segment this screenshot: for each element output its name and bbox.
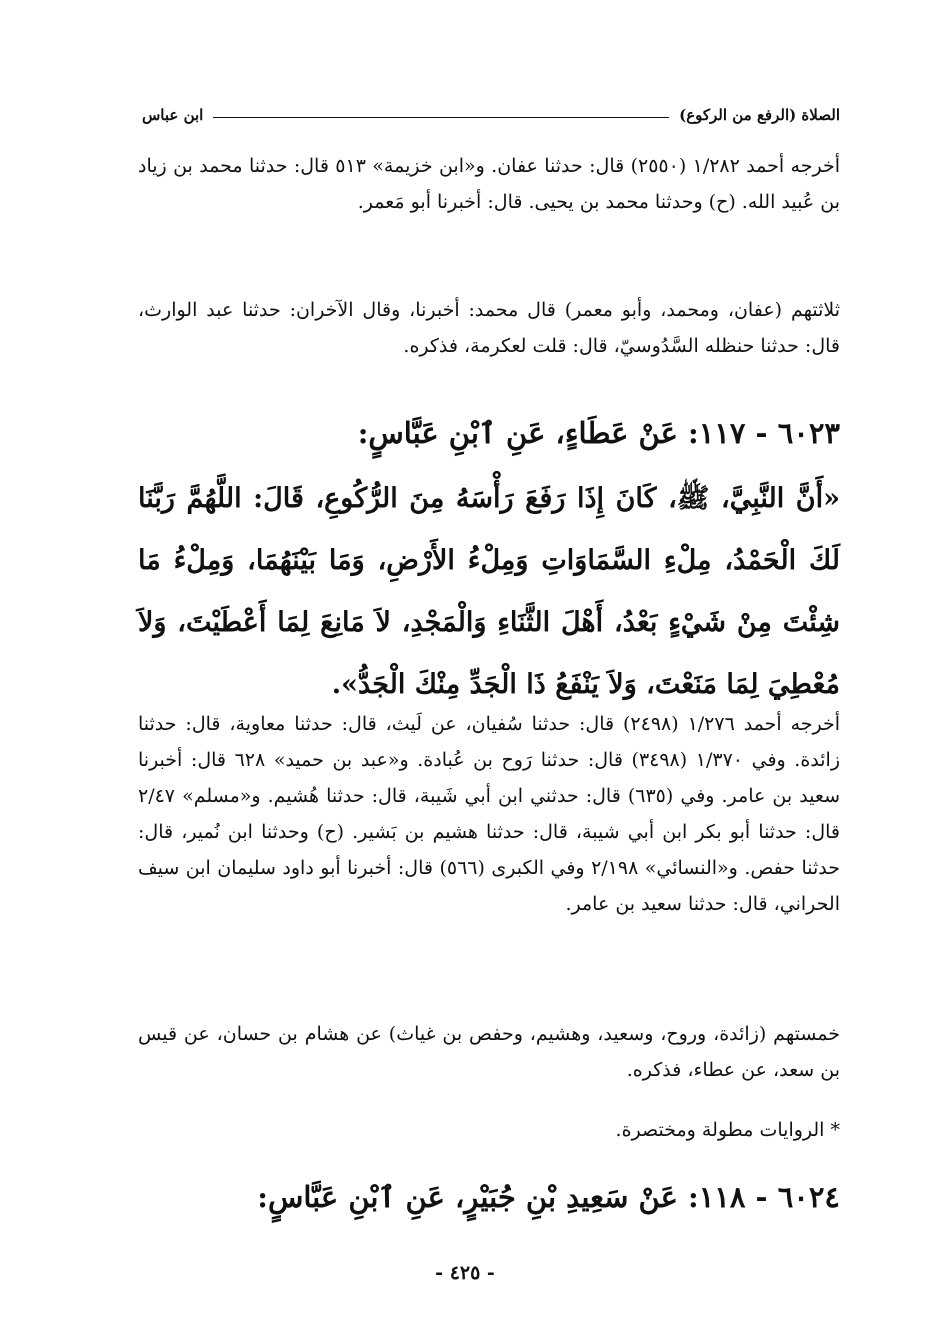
hadith-heading: ٦٠٢٣ - ١١٧: عَنْ عَطَاءٍ، عَنِ ٱبْنِ عَبَّاسٍ: xyxy=(357,416,840,450)
chain-paragraph: خمستهم (زائدة، وروح، وسعيد، وهشيم، وحفص بن غياث) عن هشام بن حسان، عن قيس بن سعد، عن عطاء، فذكره. xyxy=(138,1023,840,1081)
running-header xyxy=(142,100,840,130)
chapter-title: الصلاة (الرفع من الركوع) xyxy=(679,106,840,124)
hadith-heading: ٦٠٢٤ - ١١٨: عَنْ سَعِيدِ بْنِ جُبَيْرٍ، عَنِ ٱبْنِ عَبَّاسٍ: xyxy=(257,1180,840,1214)
hadith-text: «أَنَّ النَّبِيَّ، ﷺ، كَانَ إِذَا رَفَعَ رَأْسَهُ مِنَ الرُّكُوعِ، قَالَ: اللَّهُمَّ رَبَّنَا لَكَ الْحَمْدُ، مِلْءِ السَّمَاوَاتِ وَمِلْءُ الأَرْضِ، وَمَا بَيْنَهُمَا، وَمِلْءُ مَا شِئْتَ مِنْ شَيْءٍ بَعْدُ، أَهْلَ الثَّنَاءِ وَالْمَجْدِ، لاَ مَانِعَ لِمَا أَعْطَيْتَ، وَلاَ مُعْطِيَ لِمَا مَنَعْتَ، وَلاَ يَنْفَعُ ذَا الْجَدِّ مِنْكَ الْجَدُّ». xyxy=(138,483,840,700)
note-line: * الروايات مطولة ومختصرة. xyxy=(615,1119,840,1141)
citation-paragraph: أخرجه أحمد ١/٢٧٦ (٢٤٩٨) قال: حدثنا سُفيان، عن لَيث، قال: حدثنا معاوية، قال: حدثنا زائدة. وفي ١/٣٧٠ (٣٤٩٨) قال: حدثنا رَوح بن عُبادة. و«عبد بن حميد» ٦٢٨ قال: أخبرنا سعيد بن عامر. وفي (٦٣٥) قال: حدثني ابن أبي شَيبة، قال: حدثنا هُشيم. و«مسلم» ٢/٤٧ قال: حدثنا أبو بكر ابن أبي شيبة، قال: حدثنا هشيم بن بَشير. (ح) وحدثنا ابن نُمير، قال: حدثنا حفص. و«النسائي» ٢/١٩٨ وفي الكبرى (٥٦٦) قال: أخبرنا أبو داود سليمان ابن سيف الحراني، قال: حدثنا سعيد بن عامر. xyxy=(138,713,841,915)
header-rule xyxy=(213,117,669,118)
page-number: - ٤٢٥ - xyxy=(435,1262,495,1284)
section-title: ابن عباس xyxy=(142,106,204,124)
chain-paragraph: ثلاثتهم (عفان، ومحمد، وأبو معمر) قال محمد: أخبرنا، وقال الآخران: حدثنا عبد الوارث، قال: حدثنا حنظله السَّدُوسيّ، قال: قلت لعكرمة، فذكره. xyxy=(138,299,840,357)
citation-paragraph: أخرجه أحمد ١/٢٨٢ (٢٥٥٠) قال: حدثنا عفان. و«ابن خزيمة» ٥١٣ قال: حدثنا محمد بن زياد بن عُبيد الله. (ح) وحدثنا محمد بن يحيى. قال: أخبرنا أبو مَعمر. xyxy=(138,155,840,213)
